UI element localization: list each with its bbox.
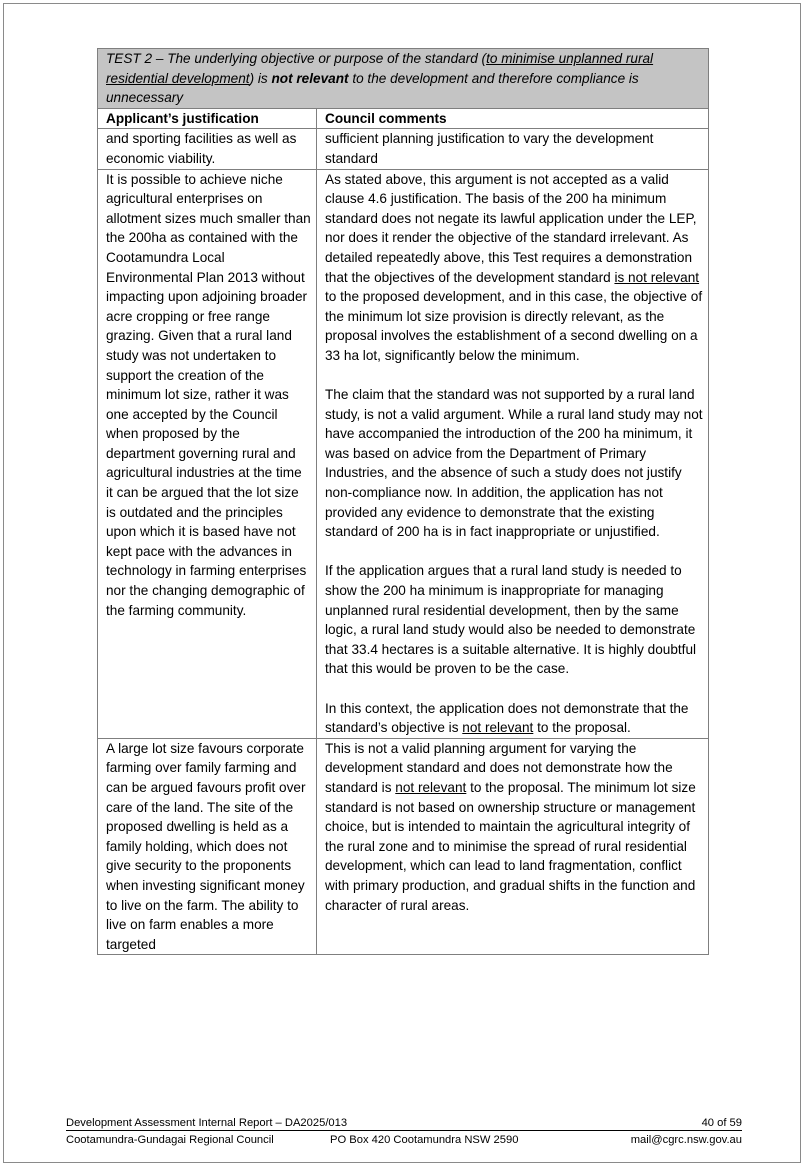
comment-text: to the proposed development, and in this case, the objective of the minimum lot size provision is directly relevant, as the proposal involves the establishment of a second dwelling on a 33 ha lot, significantly below the minimum. [325, 289, 703, 363]
test-header-cell [98, 49, 709, 109]
test-header-prefix: TEST 2 – The underlying objective or purpose of the standard ( [106, 51, 487, 66]
applicant-justification: A large lot size favours corporate farming over family farming and can be argued favours profit over care of the land. The site of the proposed dwelling is held as a family holding, which does not give security to the proponents when investing significant money to live on the farm. The ability to live on farm enables a more targeted [98, 738, 317, 955]
comment-underlined: not relevant [462, 720, 534, 736]
comment-text: In this context, the application does not demonstrate that the standard’s objective is [325, 700, 689, 736]
council-comment [317, 738, 709, 955]
applicant-justification: It is possible to achieve niche agricultural enterprises on allotment sizes much smaller than the 200ha as contained with the Cootamundra Local Environmental Plan 2013 without impacting upon adjoining broader acre cropping or free range grazing. Given that a rural land study was not undertaken to support the creation of the minimum lot size, rather it was one accepted by the Council when proposed by the department governing rural and agricultural industries at the time it can be argued that the lot size is outdated and the principles upon which it is based have not kept pace with the advances in technology in farming enterprises nor the changing demographic of the farming community. [98, 169, 317, 738]
column-header-council: Council comments [317, 108, 709, 129]
comment-underlined: is not relevant [614, 269, 700, 285]
table-row [98, 738, 709, 955]
test-header-mid: ) is [249, 70, 272, 86]
paragraph-gap [325, 542, 703, 562]
report-title: Development Assessment Internal Report – DA2025/013 [66, 1117, 348, 1129]
test-header-underlined: to minimise unplanned rural residential development [106, 51, 654, 86]
comment-text: to the proposal. [533, 720, 631, 736]
paragraph-gap [325, 679, 703, 699]
footer-bottom-line [66, 1133, 742, 1147]
page-number: 40 of 59 [701, 1117, 742, 1129]
council-comment: sufficient planning justification to vary the development standard [317, 129, 709, 169]
council-comment [317, 169, 709, 738]
table-row [98, 129, 709, 169]
comment-paragraph [325, 699, 703, 738]
test-header-row [98, 49, 709, 109]
applicant-justification: and sporting facilities as well as economic viability. [98, 129, 317, 169]
assessment-table [97, 48, 709, 955]
paragraph-gap [325, 366, 703, 386]
table-row [98, 169, 709, 738]
comment-text: to the proposal. The minimum lot size standard is not based on ownership structure or management choice, but is intended to maintain the agricultural integrity of the rural zone and to minimise the spread of rural residential development, which can lead to land fragmentation, conflict with primary production, and gradual shifts in the function and character of rural areas. [325, 779, 696, 913]
council-name: Cootamundra-Gundagai Regional Council [66, 1134, 274, 1146]
test-header-suffix: to the development and therefore compliance is unnecessary [106, 70, 639, 106]
comment-paragraph [325, 170, 703, 366]
footer-top-line [66, 1116, 742, 1130]
column-header-applicant: Applicant’s justification [98, 108, 317, 129]
comment-text: As stated above, this argument is not accepted as a valid clause 4.6 justification. The basis of the 200 ha minimum standard does not negate its lawful application under the LEP, nor does it render the objective of the standard irrelevant. As detailed repeatedly above, this Test requires a demonstration that the objectives of the development standard [325, 171, 697, 285]
column-header-row [98, 108, 709, 129]
comment-paragraph: The claim that the standard was not supported by a rural land study, is not a valid argument. While a rural land study may not have accompanied the introduction of the 200 ha minimum, it was based on advice from the Department of Primary Industries, and the absence of such a study does not justify non-compliance now. In addition, the application has not provided any evidence to demonstrate that the existing standard of 200 ha is in fact inappropriate or unjustified. [325, 387, 703, 540]
comment-underlined: not relevant [395, 779, 467, 795]
footer-divider [66, 1130, 742, 1131]
comment-text: This is not a valid planning argument for varying the development standard and does not demonstrate how the standard is [325, 740, 673, 795]
test-header-bold: not relevant [271, 70, 349, 86]
council-email[interactable]: mail@cgrc.nsw.gov.au [630, 1134, 742, 1146]
council-address: PO Box 420 Cootamundra NSW 2590 [330, 1134, 519, 1146]
comment-paragraph: If the application argues that a rural land study is needed to show the 200 ha minimum is inappropriate for managing unplanned rural residential development, then by the same logic, a rural land study would also be needed to demonstrate that 33.4 hectares is a suitable alternative. It is highly doubtful that this would be proven to be the case. [325, 563, 697, 677]
